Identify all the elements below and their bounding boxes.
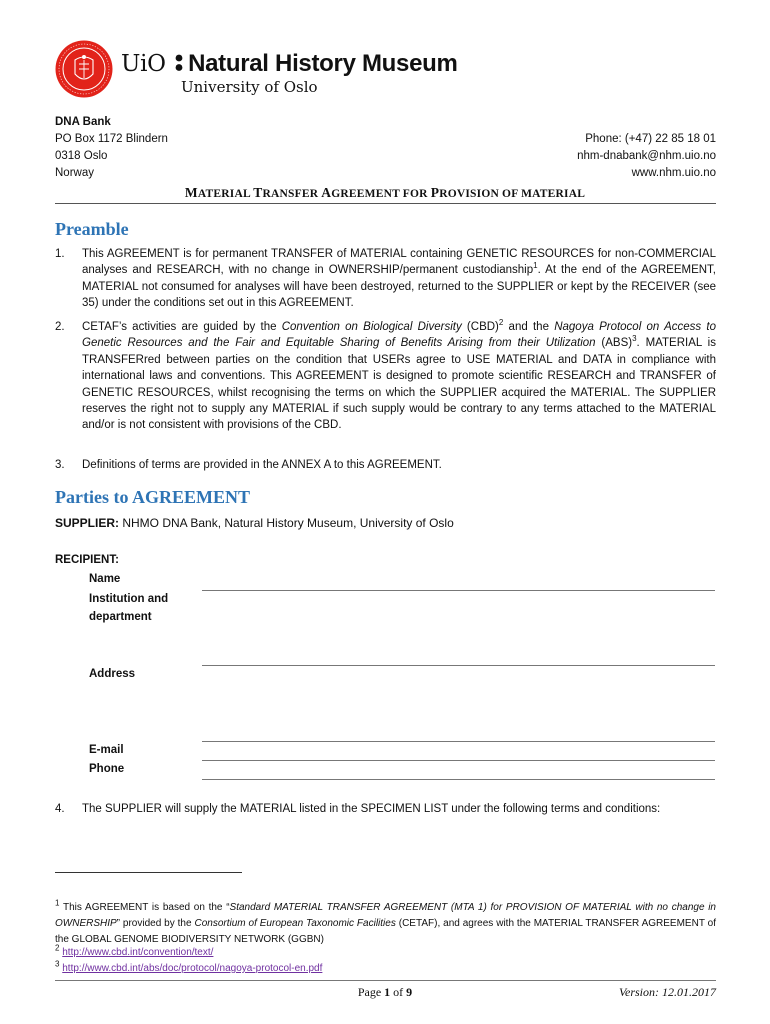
address-field[interactable] [202, 741, 715, 742]
contact-phone: Phone: (+47) 22 85 18 01 [585, 133, 716, 145]
email-label: E-mail [89, 744, 124, 756]
logo-university: University of Oslo [181, 78, 318, 96]
address-line3: Norway [55, 167, 94, 179]
document-title: MATERIAL TRANSFER AGREEMENT FOR PROVISION OF MATERIAL [184, 185, 586, 200]
institution-field[interactable] [202, 665, 715, 666]
address-org: DNA Bank [55, 116, 111, 128]
contact-email: nhm-dnabank@nhm.uio.no [577, 150, 716, 162]
clause-4: 4. The SUPPLIER will supply the MATERIAL listed in the SPECIMEN LIST under the following terms and conditions: [55, 803, 661, 815]
title-divider [55, 203, 716, 204]
preamble-item-2: 2. CETAF’s activities are guided by the Convention on Biological Diversity (CBD)$^2$ and the Nagoya Protocol on Access to Genetic Resources and the Fair and Equitable Sharing of Benefits Arising from their Utilization (ABS)$^3$. MATERIAL is TRANSFERred between parties on the condition that USERs agree to USE MATERIAL and DATA in compliance with international laws and conventions. This AGREEMENT is designed to promote scientific RESEARCH and TRANSFER of GENETIC RESOURCES, whilst recognising the terms on which the SUPPLIER acquired the MATERIAL. The SUPPLIER reserves the right not to supply any MATERIAL if such supply would be contrary to any terms attached to the MATERIAL and/or is not consistent with provisions of the CBD. [55, 318, 716, 432]
university-seal [55, 40, 113, 98]
name-label: Name [89, 573, 121, 585]
supplier-line: SUPPLIER: NHMO DNA Bank, Natural History Museum, University of Oslo [55, 516, 454, 530]
institution-label: Institution and [89, 593, 169, 605]
preamble-heading: Preamble [55, 219, 129, 239]
version-label: Version: 12.01.2017 [619, 985, 716, 999]
footnote-1: $^1$ This AGREEMENT is based on the “Standard MATERIAL TRANSFER AGREEMENT (MTA 1) for PROVISION OF MATERIAL with no change in OWNERSHIP” provided by the Consortium of European Taxonomic Facilities (CETAF), and agrees with the MATERIAL TRANSFER AGREEMENT of the GLOBAL GENOME BIODIVERSITY NETWORK (GGBN) [55, 898, 717, 945]
address-line2: 0318 Oslo [55, 150, 108, 162]
department-label: department [89, 611, 152, 623]
footnote-rule [55, 872, 242, 873]
preamble-item-3: 3. Definitions of terms are provided in the ANNEX A to this AGREEMENT. [55, 459, 442, 471]
nagoya-protocol-link[interactable]: http://www.cbd.int/abs/doc/protocol/nagoya-protocol-en.pdf [62, 963, 323, 974]
preamble-item-1: 1. This AGREEMENT is for permanent TRANSFER of MATERIAL containing GENETIC RESOURCES for non-COMMERCIAL analyses and RESEARCH, with no change in OWNERSHIP/permanent custodianship$^1$. At the end of the AGREEMENT, MATERIAL not consumed for analyses will have been destroyed, returned to the SUPPLIER or kept by the RECEIVER (see 35) under the conditions set out in this AGREEMENT. [55, 248, 716, 310]
phone-field[interactable] [202, 779, 715, 780]
email-field[interactable] [202, 760, 715, 761]
logo-wordmark [121, 50, 458, 79]
parties-heading: Parties to AGREEMENT [55, 487, 250, 507]
recipient-label: RECIPIENT: [55, 554, 119, 566]
footnote-2: $^2$ http://www.cbd.int/convention/text/ [55, 943, 214, 958]
address-label: Address [89, 668, 136, 680]
logo-museum: Natural History Museum [188, 50, 458, 77]
logo-uio: UiO [121, 51, 166, 77]
page-number: Page 1 of 9 [357, 985, 413, 999]
name-field[interactable] [202, 590, 715, 591]
address-line1: PO Box 1172 Blindern [55, 133, 168, 145]
footer-divider [55, 980, 716, 981]
logo-dots-icon [175, 51, 183, 79]
footnote-3: $^3$ http://www.cbd.int/abs/doc/protocol/nagoya-protocol-en.pdf [55, 959, 323, 974]
contact-web: www.nhm.uio.no [631, 167, 716, 179]
phone-label: Phone [89, 763, 125, 775]
cbd-convention-link[interactable]: http://www.cbd.int/convention/text/ [62, 947, 214, 958]
